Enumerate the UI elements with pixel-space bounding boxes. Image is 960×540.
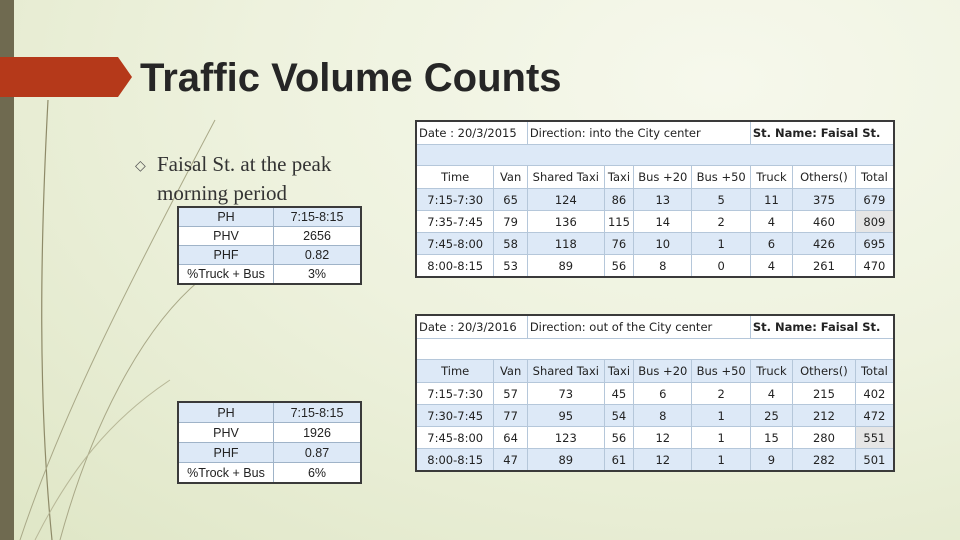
cell: PHF [178,246,274,265]
cell: PHV [178,423,274,443]
column-header: Others() [793,360,856,383]
table-row [178,402,361,423]
cell: 56 [604,427,633,449]
cell: 89 [527,449,604,472]
column-header: Total [855,360,894,383]
cell: 7:45-8:00 [416,233,494,255]
cell: 136 [527,211,604,233]
column-header: Shared Taxi [527,360,604,383]
cell: 212 [793,405,856,427]
table-row [416,405,894,427]
cell: 56 [604,255,633,278]
cell: 695 [855,233,894,255]
column-header: Taxi [604,360,633,383]
cell: 8:00-8:15 [416,449,494,472]
cell: 64 [494,427,527,449]
cell: 470 [855,255,894,278]
cell: 95 [527,405,604,427]
cell: 12 [634,449,692,472]
cell-highlighted: 551 [855,427,894,449]
column-header: Truck [750,360,792,383]
blank-cell [416,145,894,166]
cell: 5 [692,189,750,211]
cell: 1 [692,427,750,449]
cell: 61 [604,449,633,472]
street-label: St. Name: Faisal St. [750,121,894,145]
cell: 402 [855,383,894,405]
cell: 6% [274,463,362,484]
cell: 0 [692,255,750,278]
summary-table-inbound [177,206,362,285]
cell: 9 [750,449,792,472]
bullet-item [135,150,387,208]
cell: 14 [634,211,692,233]
cell: PH [178,207,274,227]
bullet-text: Faisal St. at the peak morning period [157,152,332,205]
cell: PHF [178,443,274,463]
cell: 460 [793,211,856,233]
cell: 11 [750,189,792,211]
table-row [416,449,894,472]
cell: 280 [793,427,856,449]
cell: %Trock + Bus [178,463,274,484]
cell: 65 [494,189,527,211]
column-header: Bus +20 [634,360,692,383]
cell: 1 [692,405,750,427]
column-header: Bus +50 [692,360,750,383]
column-header: Shared Taxi [527,166,604,189]
cell: 58 [494,233,527,255]
table-row [178,463,361,484]
cell: 7:15-8:15 [274,402,362,423]
cell: 8 [634,255,692,278]
cell: 8 [634,405,692,427]
cell: 7:15-8:15 [274,207,362,227]
column-header: Total [855,166,894,189]
column-header: Bus +50 [692,166,750,189]
table-row [416,383,894,405]
cell: 6 [634,383,692,405]
cell: 472 [855,405,894,427]
cell: 426 [793,233,856,255]
traffic-table-outbound [415,314,895,472]
date-label: Date : 20/3/2015 [416,121,527,145]
column-header: Time [416,360,494,383]
column-header-row [416,166,894,189]
cell: 118 [527,233,604,255]
cell: 501 [855,449,894,472]
slide-title: Traffic Volume Counts [140,56,562,100]
cell: 4 [750,255,792,278]
cell: 10 [634,233,692,255]
cell: 1926 [274,423,362,443]
cell: 54 [604,405,633,427]
cell: 47 [494,449,527,472]
table-row [178,423,361,443]
table-row [416,211,894,233]
table-row [178,207,361,227]
column-header: Van [494,360,527,383]
cell: 1 [692,449,750,472]
cell: 0.82 [274,246,362,265]
cell: 79 [494,211,527,233]
cell: PHV [178,227,274,246]
cell: 45 [604,383,633,405]
cell: 124 [527,189,604,211]
cell: 76 [604,233,633,255]
column-header-row [416,360,894,383]
cell: 3% [274,265,362,285]
cell: 375 [793,189,856,211]
cell: 4 [750,211,792,233]
table-row [416,189,894,211]
street-label: St. Name: Faisal St. [750,315,894,339]
cell: 7:15-7:30 [416,189,494,211]
column-header: Others() [793,166,856,189]
cell: 89 [527,255,604,278]
cell: 77 [494,405,527,427]
cell: 7:35-7:45 [416,211,494,233]
table-row [178,227,361,246]
traffic-table-inbound [415,120,895,278]
cell: %Truck + Bus [178,265,274,285]
cell: 86 [604,189,633,211]
column-header: Bus +20 [634,166,692,189]
cell: 2 [692,211,750,233]
table-header-row [416,315,894,339]
cell: 7:45-8:00 [416,427,494,449]
date-label: Date : 20/3/2016 [416,315,527,339]
cell: 7:15-7:30 [416,383,494,405]
table-row [178,265,361,285]
cell: 12 [634,427,692,449]
cell: 6 [750,233,792,255]
cell: 73 [527,383,604,405]
table-row [416,255,894,278]
cell: 8:00-8:15 [416,255,494,278]
column-header: Van [494,166,527,189]
blank-row [416,339,894,360]
column-header: Taxi [604,166,633,189]
column-header: Time [416,166,494,189]
table-row [178,246,361,265]
cell: 15 [750,427,792,449]
cell: 57 [494,383,527,405]
column-header: Truck [750,166,792,189]
cell: 679 [855,189,894,211]
cell: 13 [634,189,692,211]
cell: 282 [793,449,856,472]
cell: 25 [750,405,792,427]
direction-label: Direction: out of the City center [527,315,750,339]
summary-table-outbound [177,401,362,484]
table-row [416,427,894,449]
direction-label: Direction: into the City center [527,121,750,145]
cell: 4 [750,383,792,405]
cell: 2656 [274,227,362,246]
diamond-outline-icon: ◇ [135,159,146,174]
cell: 53 [494,255,527,278]
cell-highlighted: 809 [855,211,894,233]
cell: 261 [793,255,856,278]
cell: 2 [692,383,750,405]
table-row [416,233,894,255]
cell: 115 [604,211,633,233]
table-header-row [416,121,894,145]
table-row [178,443,361,463]
blank-row [416,145,894,166]
blank-cell [416,339,894,360]
cell: PH [178,402,274,423]
cell: 7:30-7:45 [416,405,494,427]
cell: 215 [793,383,856,405]
cell: 1 [692,233,750,255]
cell: 0.87 [274,443,362,463]
cell: 123 [527,427,604,449]
title-ribbon-arrow [118,57,132,97]
title-ribbon [0,57,118,97]
